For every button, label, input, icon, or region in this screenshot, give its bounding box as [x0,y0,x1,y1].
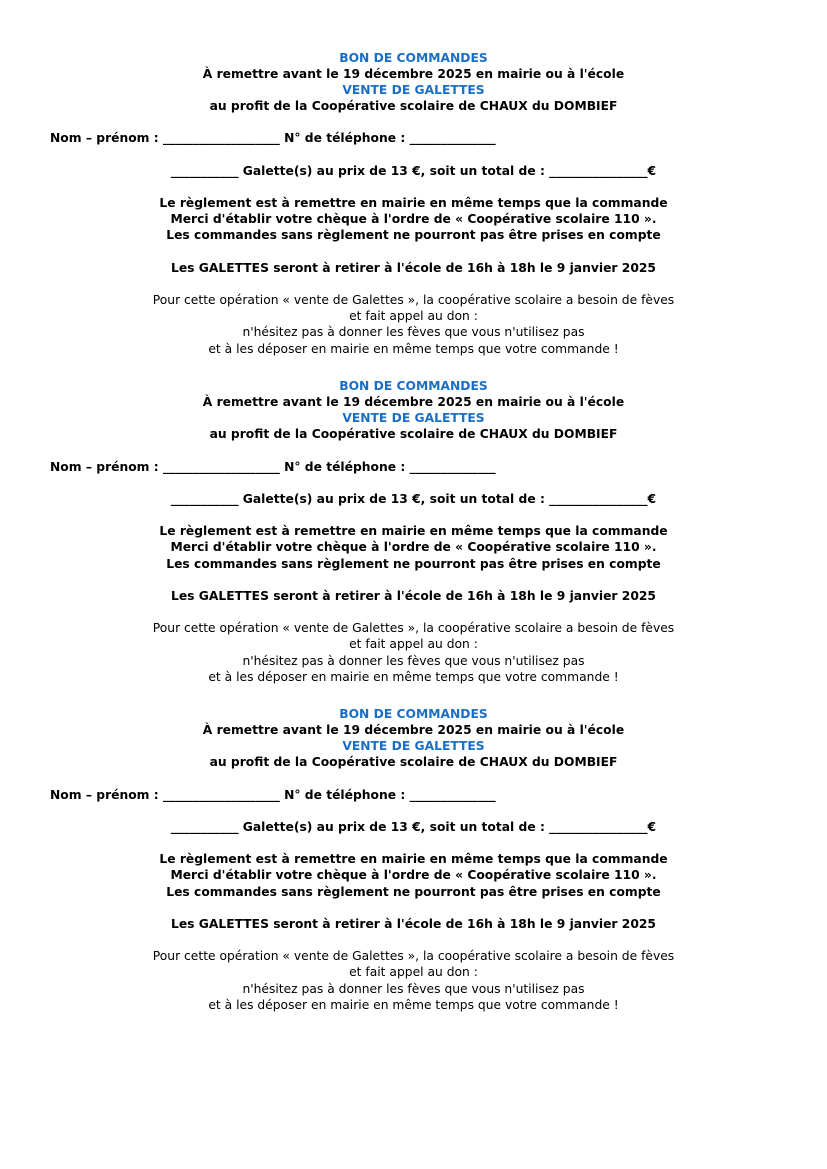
pickup-info: Les GALETTES seront à retirer à l'école de 16h à 18h le 9 janvier 2025 [171,589,656,603]
name-phone-field[interactable]: Nom – prénom : ___________________ N° de téléphone : ______________ [50,788,496,802]
coupon-title: BON DE COMMANDES [339,379,488,393]
quantity-total-field[interactable]: ___________ Galette(s) au prix de 13 €, soit un total de : ________________€ [170,820,657,834]
payment-line-3: Les commandes sans règlement ne pourront pas être prises en compte [166,885,661,899]
coupon-sale-title: VENTE DE GALETTES [342,83,485,97]
appeal-line-3: n'hésitez pas à donner les fèves que vous n'utilisez pas [242,982,585,996]
coupon-deadline: À remettre avant le 19 décembre 2025 en mairie ou à l'école [202,395,625,409]
pickup-info: Les GALETTES seront à retirer à l'école de 16h à 18h le 9 janvier 2025 [171,261,656,275]
payment-line-2: Merci d'établir votre chèque à l'ordre de « Coopérative scolaire 110 ». [170,868,657,882]
coupon-sale-title: VENTE DE GALETTES [342,411,485,425]
order-coupon-1 [0,50,827,370]
coupon-beneficiary: au profit de la Coopérative scolaire de CHAUX du DOMBIEF [209,755,618,769]
order-coupon-3 [0,706,827,1026]
coupon-title: BON DE COMMANDES [339,51,488,65]
appeal-line-1: Pour cette opération « vente de Galettes », la coopérative scolaire a besoin de fèves [152,621,675,635]
coupon-deadline: À remettre avant le 19 décembre 2025 en mairie ou à l'école [202,723,625,737]
order-coupon-2 [0,378,827,698]
appeal-line-4: et à les déposer en mairie en même temps que votre commande ! [208,998,619,1012]
name-phone-field[interactable]: Nom – prénom : ___________________ N° de téléphone : ______________ [50,131,496,145]
appeal-line-3: n'hésitez pas à donner les fèves que vous n'utilisez pas [242,325,585,339]
appeal-line-2: et fait appel au don : [349,637,478,651]
appeal-line-4: et à les déposer en mairie en même temps que votre commande ! [208,342,619,356]
appeal-line-1: Pour cette opération « vente de Galettes », la coopérative scolaire a besoin de fèves [152,949,675,963]
payment-line-1: Le règlement est à remettre en mairie en même temps que la commande [159,524,668,538]
payment-line-3: Les commandes sans règlement ne pourront pas être prises en compte [166,557,661,571]
quantity-total-field[interactable]: ___________ Galette(s) au prix de 13 €, soit un total de : ________________€ [170,164,657,178]
payment-line-1: Le règlement est à remettre en mairie en même temps que la commande [159,852,668,866]
coupon-beneficiary: au profit de la Coopérative scolaire de CHAUX du DOMBIEF [209,427,618,441]
pickup-info: Les GALETTES seront à retirer à l'école de 16h à 18h le 9 janvier 2025 [171,917,656,931]
appeal-line-4: et à les déposer en mairie en même temps que votre commande ! [208,670,619,684]
appeal-line-1: Pour cette opération « vente de Galettes », la coopérative scolaire a besoin de fèves [152,293,675,307]
coupon-deadline: À remettre avant le 19 décembre 2025 en mairie ou à l'école [202,67,625,81]
payment-line-2: Merci d'établir votre chèque à l'ordre de « Coopérative scolaire 110 ». [170,540,657,554]
payment-line-3: Les commandes sans règlement ne pourront pas être prises en compte [166,228,661,242]
payment-line-2: Merci d'établir votre chèque à l'ordre de « Coopérative scolaire 110 ». [170,212,657,226]
payment-line-1: Le règlement est à remettre en mairie en même temps que la commande [159,196,668,210]
appeal-line-2: et fait appel au don : [349,965,478,979]
coupon-sale-title: VENTE DE GALETTES [342,739,485,753]
appeal-line-3: n'hésitez pas à donner les fèves que vous n'utilisez pas [242,654,585,668]
coupon-beneficiary: au profit de la Coopérative scolaire de CHAUX du DOMBIEF [209,99,618,113]
appeal-line-2: et fait appel au don : [349,309,478,323]
quantity-total-field[interactable]: ___________ Galette(s) au prix de 13 €, soit un total de : ________________€ [170,492,657,506]
name-phone-field[interactable]: Nom – prénom : ___________________ N° de téléphone : ______________ [50,460,496,474]
coupon-title: BON DE COMMANDES [339,707,488,721]
